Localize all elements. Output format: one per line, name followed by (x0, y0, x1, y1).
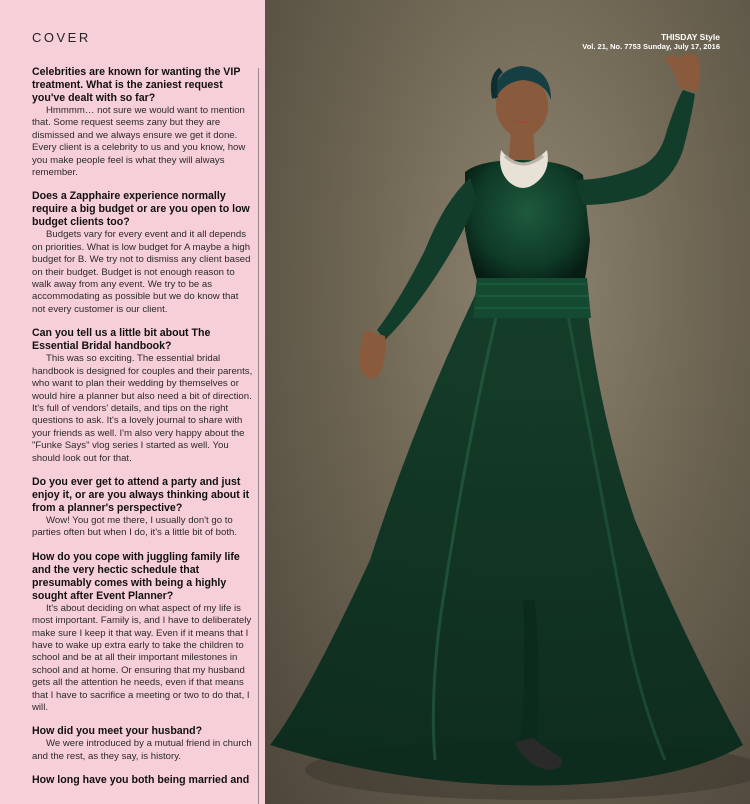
qa-block (32, 327, 254, 465)
column-divider (258, 68, 259, 804)
answer: This was so exciting. The essential bridal handbook is designed for couples and their parents, who want to plan their wedding by themselves or would hire a planner but also need a bit of direction. It's full of vendors' details, and tips on the right questions to ask. It's a lovely journal to share with your friends as well. I'm also very happy about the "Funke Says" vlog series I started as well. You should look out for that. (32, 353, 253, 464)
issue-line: Vol. 21, No. 7753 Sunday, July 17, 2016 (582, 42, 720, 51)
question: Do you ever get to attend a party and just enjoy it, or are you always thinking about it from a planner's perspective? (32, 475, 250, 514)
qa-block (32, 476, 254, 540)
interview-text (32, 66, 254, 798)
question: Can you tell us a little bit about The Essential Bridal handbook? (32, 327, 211, 353)
question: How did you meet your husband? (32, 725, 203, 738)
article-column (0, 0, 262, 804)
answer: Wow! You got me there, I usually don't go to parties often but when I do, it's a little bit of both. (32, 514, 238, 539)
answer: Budgets vary for every event and it all depends on priorities. What is low budget for A maybe a high budget for B. We try not to dismiss any client based on their budget. Budget is not enough reason to walk away from any event. We try to be as accommodating as possible but we do know that not every customer is our client. (32, 229, 251, 315)
question: Celebrities are known for wanting the VIP treatment. What is the zaniest request you've dealt with so far? (32, 66, 241, 104)
model-illustration (265, 0, 750, 804)
qa-block (32, 551, 254, 715)
qa-block (32, 66, 254, 179)
question: Does a Zapphaire experience normally require a big budget or are you open to low budget clients too? (32, 190, 250, 229)
qa-block (32, 190, 254, 316)
answer: It's about deciding on what aspect of my life is most important. Family is, and I have to deliberately make sure I keep it that way. Even if it means that I have to wake up extra early to take the children to school and be at all their important milestones in school and at home. Or ensuring that my husband gets all the attention he needs, even if that means that I have to sacrifice a meeting or two to do that, I will. (32, 602, 252, 713)
question: How do you cope with juggling family life and the very hectic schedule that presumably comes with being a highly sought after Event Planner? (32, 550, 240, 602)
qa-block (32, 725, 254, 763)
masthead (582, 32, 720, 52)
cover-photo (265, 0, 750, 804)
answer: We were introduced by a mutual friend in church and the rest, as they say, is history. (32, 738, 252, 762)
answer: Hmmmm… not sure we would want to mention that. Some request seems zany but they are dismissed and we always ensure we get it done. Every client is a celebrity to us and you know, how you make people feel is what they will always remember. (32, 105, 246, 179)
qa-block (32, 774, 254, 787)
publication-name: THISDAY Style (660, 32, 720, 42)
question: How long have you both being married and (32, 774, 250, 787)
section-label: COVER (32, 30, 91, 45)
